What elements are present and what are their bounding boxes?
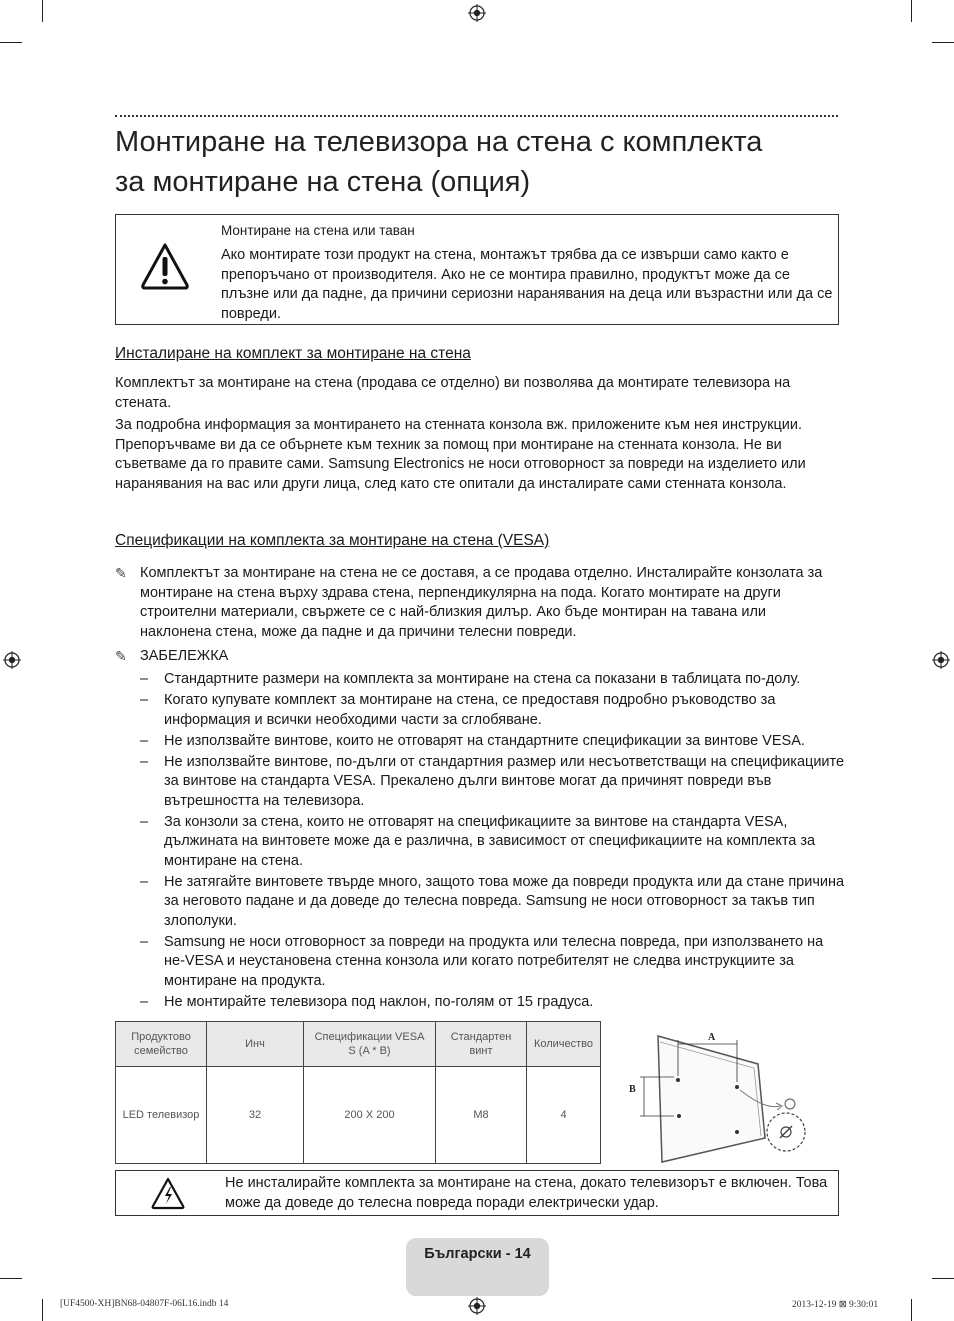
list-item-text: Не монтирайте телевизора под наклон, по-голям от 15 градуса. — [164, 993, 594, 1010]
note-pencil-icon: ✎ — [115, 648, 127, 664]
page-number: Български - 14 — [424, 1246, 531, 1262]
vesa-spec-table — [115, 1021, 601, 1164]
dash-marker: – — [140, 813, 149, 830]
dimension-label-b: B — [629, 1084, 636, 1095]
list-item-text: Samsung не носи отговорност за повреди на продукта или телесна повреда, при използването на не-VESA и неустановена стенна конзола или когато потребителят не следва инструкциите за монтиране на продукта. — [164, 933, 824, 989]
crop-mark — [0, 1278, 22, 1279]
page-title — [115, 122, 855, 202]
dash-marker: – — [140, 753, 149, 770]
dash-marker: – — [140, 933, 149, 950]
dimension-label-a: A — [708, 1032, 716, 1043]
crop-mark — [911, 0, 912, 22]
vesa-mount-diagram — [620, 1020, 820, 1165]
crop-mark — [932, 1278, 954, 1279]
dash-marker: – — [140, 692, 149, 708]
crop-mark — [911, 1299, 912, 1321]
table-header-cell: Инч — [207, 1022, 304, 1067]
list-item-text: Не затягайте винтовете твърде много, защото това може да повреди продукта или да стане причина за неговото падане и да доведе до телесна повреда. Samsung не носи отговорност за такъв тип злополуки. — [164, 873, 845, 929]
registration-mark-icon — [468, 4, 486, 22]
dash-marker: – — [140, 732, 149, 749]
table-row — [116, 1067, 601, 1164]
table-cell: LED телевизор — [116, 1067, 207, 1164]
note-item — [115, 647, 840, 667]
list-item — [115, 691, 845, 730]
table-cell: 32 — [207, 1067, 304, 1164]
list-item — [115, 873, 845, 932]
list-item-text: За конзоли за стена, които не отговарят на спецификациите за винтове на стандарта VESA, дължината на винтовете може да е различна, в зависимост от спецификациите на комплекта за монтиране на стена. — [164, 813, 816, 869]
list-item — [115, 933, 845, 992]
table-cell: 4 — [527, 1067, 601, 1164]
table-header-cell: Продуктово семейство — [116, 1022, 207, 1067]
registration-mark-icon — [468, 1297, 486, 1315]
table-cell: M8 — [436, 1067, 527, 1164]
warning-triangle-icon — [139, 240, 191, 292]
crop-mark — [42, 1299, 43, 1321]
table-header-row — [116, 1022, 601, 1067]
note-bullet-list — [115, 670, 845, 1014]
section-heading-install: Инсталиране на комплект за монтиране на стена — [115, 345, 471, 362]
crop-mark — [932, 42, 954, 43]
warning-text: Ако монтирате този продукт на стена, монтажът трябва да се извърши само както е препоръчано от производителя. Ако не се монтира правилно, продуктът може да се плъзне или да падне, да причини сериозни наранявания на деца или възрастни или да се повреди. — [221, 247, 833, 322]
dash-marker: – — [140, 993, 149, 1010]
table-header-cell: Стандартен винт — [436, 1022, 527, 1067]
crop-mark — [0, 42, 22, 43]
caution-box — [115, 1170, 839, 1216]
dash-marker: – — [140, 873, 149, 890]
print-slug-left: [UF4500-XH]BN68-04807F-06L16.indb 14 — [60, 1299, 229, 1309]
note-text: Комплектът за монтиране на стена не се доставя, а се продава отделно. Инсталирайте конзолата за монтиране на стена върху здрава стена, перпендикулярна на пода. Когато монтирате на други строителни материали, свържете се с най-близкия дилър. Ако бъде монтиран на тавана или наклонена стена, може да падне и да причини телесни повреди. — [140, 565, 823, 640]
list-item — [115, 753, 845, 812]
list-item-text: Не използвайте винтове, които не отговарят на стандартните спецификации за винтове VESA. — [164, 732, 805, 749]
warning-heading: Монтиране на стена или таван — [221, 223, 415, 238]
warning-box — [115, 214, 839, 325]
list-item — [115, 732, 845, 752]
section-heading-specs: Спецификации на комплекта за монтиране на стена (VESA) — [115, 532, 550, 549]
list-item — [115, 993, 845, 1013]
dash-marker: – — [140, 671, 149, 687]
table-header-cell: Спецификации VESA S (A * B) — [304, 1022, 436, 1067]
paragraph: Комплектът за монтиране на стена (продава се отделно) ви позволява да монтирате телевизора на стената. — [115, 375, 791, 411]
paragraph: За подробна информация за монтирането на стенната конзола вж. приложените към нея инструкции. Препоръчваме ви да се обърнете към техник за помощ при монтиране на стенната конзола. Не ви съветваме да го правите сами. Samsung Electronics не носи отговорност за повреди на изделието или наранявания на вас или други лица, след като сте опитали да инсталирате сами стенната конзола. — [115, 417, 806, 492]
list-item-text: Стандартните размери на комплекта за монтиране на стена са показани в таблицата по-долу. — [164, 671, 801, 687]
list-item — [115, 813, 845, 872]
caution-text: Не инсталирайте комплекта за монтиране на стена, докато телевизорът е включен. Това може да доведе до телесна повреда поради електрически удар. — [225, 1175, 828, 1211]
note-item — [115, 564, 840, 644]
list-item-text: Когато купувате комплект за монтиране на стена, се предоставя подробно ръководство за информация и всички необходими части за сглобяване. — [164, 692, 776, 728]
page-title-line: Монтиране на телевизора на стена с комплекта — [115, 126, 763, 158]
electric-shock-warning-icon — [150, 1176, 186, 1210]
list-item-text: Не използвайте винтове, по-дълги от стандартния размер или несъответстващи на спецификациите за винтове на стандарта VESA. Прекалено дълги винтове могат да причинят повреди във вътрешността на телевизора. — [164, 753, 845, 809]
tv-back-panel — [658, 1036, 765, 1162]
title-divider — [115, 115, 838, 117]
registration-mark-icon — [932, 651, 950, 669]
list-item — [115, 670, 845, 690]
note-pencil-icon: ✎ — [115, 565, 127, 581]
note-label: ЗАБЕЛЕЖКА — [140, 648, 229, 664]
registration-mark-icon — [3, 651, 21, 669]
table-cell: 200 X 200 — [304, 1067, 436, 1164]
print-slug-right: 2013-12-19 ⊠ 9:30:01 — [792, 1300, 879, 1310]
table-header-cell: Количество — [527, 1022, 601, 1067]
crop-mark — [42, 0, 43, 22]
page-title-line: за монтиране на стена (опция) — [115, 166, 531, 198]
